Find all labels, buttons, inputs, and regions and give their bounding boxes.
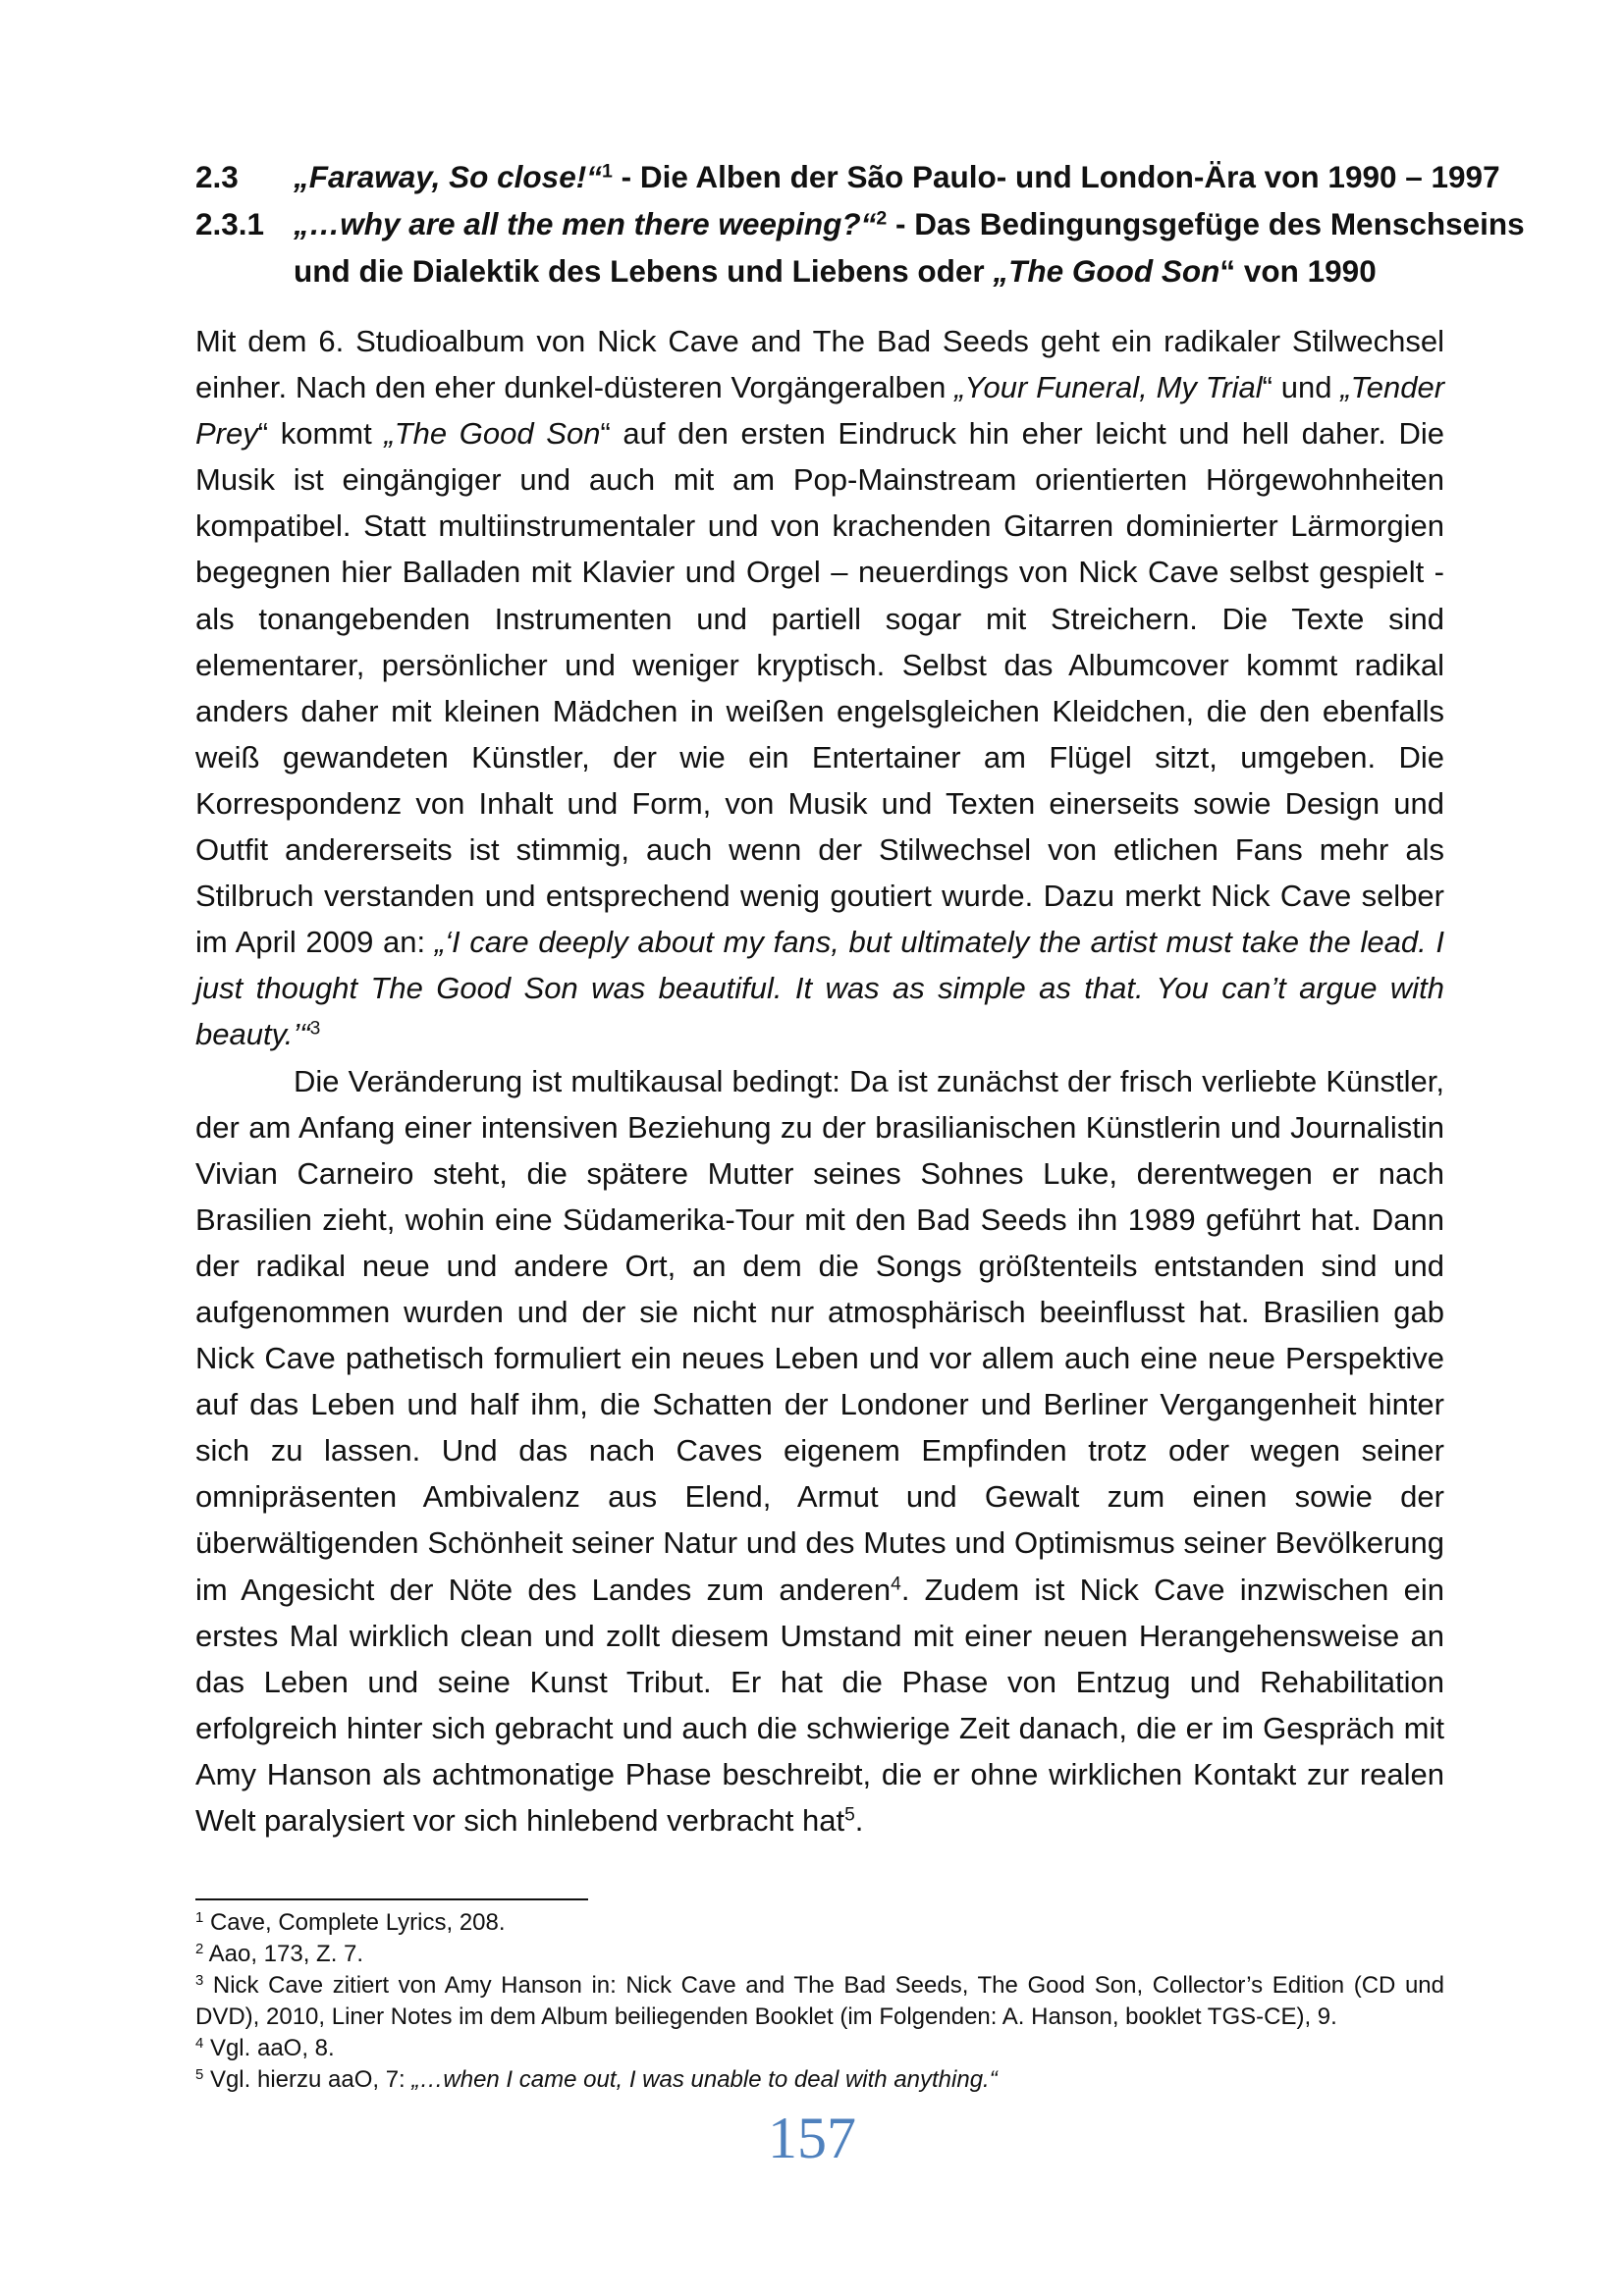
paragraph-text: “ auf den ersten Eindruck hin eher leicht und hell daher. Die Musik ist eingängiger und auch mit am Pop-Mainstream orientierten Hörgewohnheiten kompatibel. Statt multiinstrumentaler und von krachenden Gitarren dominierter Lärmorgien begegnen hier Balladen mit Klavier und Orgel – neuerdings von Nick Cave selbst gespielt - als tonangebenden Instrumenten und partiell sogar mit Streichern. Die Texte sind elementarer, persönlicher und weniger kryptisch. Selbst das Albumcover kommt radikal anders daher mit kleinen Mädchen in weißen engelsgleichen Kleidchen, die den ebenfalls weiß gewandeten Künstler, der wie ein Entertainer am Flügel sitzt, umgeben. Die Korrespondenz von Inhalt und Form, von Musik und Texten einerseits sowie Design und Outfit andererseits ist stimmig, auch wenn der Stilwechsel von etlichen Fans mehr als Stilbruch verstanden und entsprechend wenig goutiert wurde. Dazu merkt Nick Cave selber im April 2009 an: <box>195 416 1444 960</box>
cave-quote: „‘I care deeply about my fans, but ultimately the artist must take the lead. I just thought The Good Son was beautiful. It was as simple as that. You can’t argue with beauty.’“ <box>195 925 1444 1052</box>
heading-title-rest: - Die Alben der São Paulo- und London-Ära von 1990 – 1997 <box>612 159 1500 194</box>
footnote-number: 1 <box>195 1909 204 1926</box>
heading-number: 2.3 <box>195 159 239 194</box>
footnote <box>195 1970 1444 2033</box>
section-headings <box>195 153 1525 294</box>
heading-title <box>294 200 1525 247</box>
heading-title-italic: „…why are all the men there weeping?“ <box>294 206 877 241</box>
paragraph-1 <box>195 318 1444 1058</box>
heading-number: 2.3.1 <box>195 206 265 241</box>
album-title: „Your Funeral, My Trial <box>954 370 1263 405</box>
footnote-text: Cave, Complete Lyrics, 208. <box>203 1909 506 1936</box>
footnote-ref: 4 <box>891 1573 901 1594</box>
footnote <box>195 2033 1444 2064</box>
album-title: „The Good Son <box>384 416 601 452</box>
heading-cont-text: und die Dialektik des Lebens und Liebens oder <box>294 253 994 289</box>
album-title: „Tender Prey <box>195 370 1445 452</box>
paragraph-text: Die Veränderung ist multikausal bedingt: Da ist zunächst der frisch verliebte Künstler, der am Anfang einer intensiven Beziehung zu der brasilianischen Künstlerin und Journalistin Vivian Carneiro steht, die spätere Mutter seines Sohnes Luke, derentwegen er nach Brasilien zieht, wohin eine Südamerika-Tour mit den Bad Seeds ihn 1989 geführt hat. Dann der radikal neue und andere Ort, an dem die Songs größtenteils entstanden sind und aufgenommen wurden und der sie nicht nur atmosphärisch beeinflusst hat. Brasilien gab Nick Cave pathetisch formuliert ein neues Leben und vor allem auch eine neue Perspektive auf das Leben und half ihm, die Schatten der Londoner und Berliner Vergangenheit hinter sich zu lassen. Und das nach Caves eigenem Empfinden trotz oder wegen seiner omnipräsenten Ambivalenz aus Elend, Armut und Gewalt zum einen sowie der überwältigenden Schönheit seiner Natur und des Mutes und Optimismus seiner Bevölkerung im Angesicht der Nöte des Landes zum anderen <box>195 1063 1444 1607</box>
footnotes <box>195 1907 1444 2096</box>
heading-title-italic: „Faraway, So close!“ <box>294 159 602 194</box>
heading-title <box>294 153 1500 200</box>
footnote-ref: 2 <box>876 207 888 230</box>
footnote <box>195 1907 1444 1939</box>
footnote-separator <box>195 1898 588 1900</box>
footnote-text: Nick Cave zitiert von Amy Hanson in: Nick Cave and The Bad Seeds, The Good Son, Collector’s Edition (CD und DVD), 2010, Liner Notes im dem Album beiliegenden Booklet (im Folgenden: A. Hanson, booklet TGS-CE), 9. <box>195 1972 1444 2030</box>
body-text <box>195 318 1444 1843</box>
footnote-ref: 5 <box>844 1804 855 1826</box>
footnote-number: 4 <box>195 2035 204 2052</box>
footnote <box>195 1939 1444 1970</box>
paragraph-2 <box>195 1058 1444 1844</box>
footnote-ref: 1 <box>601 160 613 183</box>
heading-2-3-1 <box>195 200 1525 247</box>
footnote-number: 5 <box>195 2066 204 2083</box>
paragraph-text: Mit dem 6. Studioalbum von Nick Cave and The Bad Seeds geht ein radikaler Stilwechsel einher. Nach den eher dunkel-düsteren Vorgängeralben <box>195 324 1444 405</box>
paragraph-text: “ und <box>1262 370 1341 405</box>
heading-cont-text-end: “ von 1990 <box>1219 253 1377 289</box>
heading-cont-italic: „The Good Son <box>993 253 1220 289</box>
footnote <box>195 2064 1444 2096</box>
footnote-text: Vgl. hierzu aaO, 7: <box>203 2066 412 2093</box>
footnote-ref: 3 <box>309 1018 321 1040</box>
footnote-text: Vgl. aaO, 8. <box>203 2035 335 2061</box>
heading-2-3 <box>195 153 1500 200</box>
footnote-number: 2 <box>195 1941 204 1957</box>
heading-2-3-1-continuation <box>195 247 1447 294</box>
paragraph-text: “ kommt <box>257 416 385 452</box>
paragraph-text: . Zudem ist Nick Cave inzwischen ein erstes Mal wirklich clean und zollt diesem Umstand mit einer neuen Herangehensweise an das Leben und seine Kunst Tribut. Er hat die Phase von Entzug und Rehabilitation erfolgreich hinter sich gebracht und auch die schwierige Zeit danach, die er im Gespräch mit Amy Hanson als achtmonatige Phase beschreibt, die er ohne wirklichen Kontakt zur realen Welt paralysiert vor sich hinlebend verbracht hat <box>195 1572 1444 1838</box>
paragraph-text: . <box>854 1803 864 1838</box>
heading-title-rest: - Das Bedingungsgefüge des Menschseins <box>887 206 1525 241</box>
footnote-quote: „…when I came out, I was unable to deal with anything.“ <box>411 2066 998 2093</box>
footnote-number: 3 <box>195 1972 204 1989</box>
footnote-text: Aao, 173, Z. 7. <box>203 1941 364 1967</box>
page-number: 157 <box>768 2106 856 2170</box>
